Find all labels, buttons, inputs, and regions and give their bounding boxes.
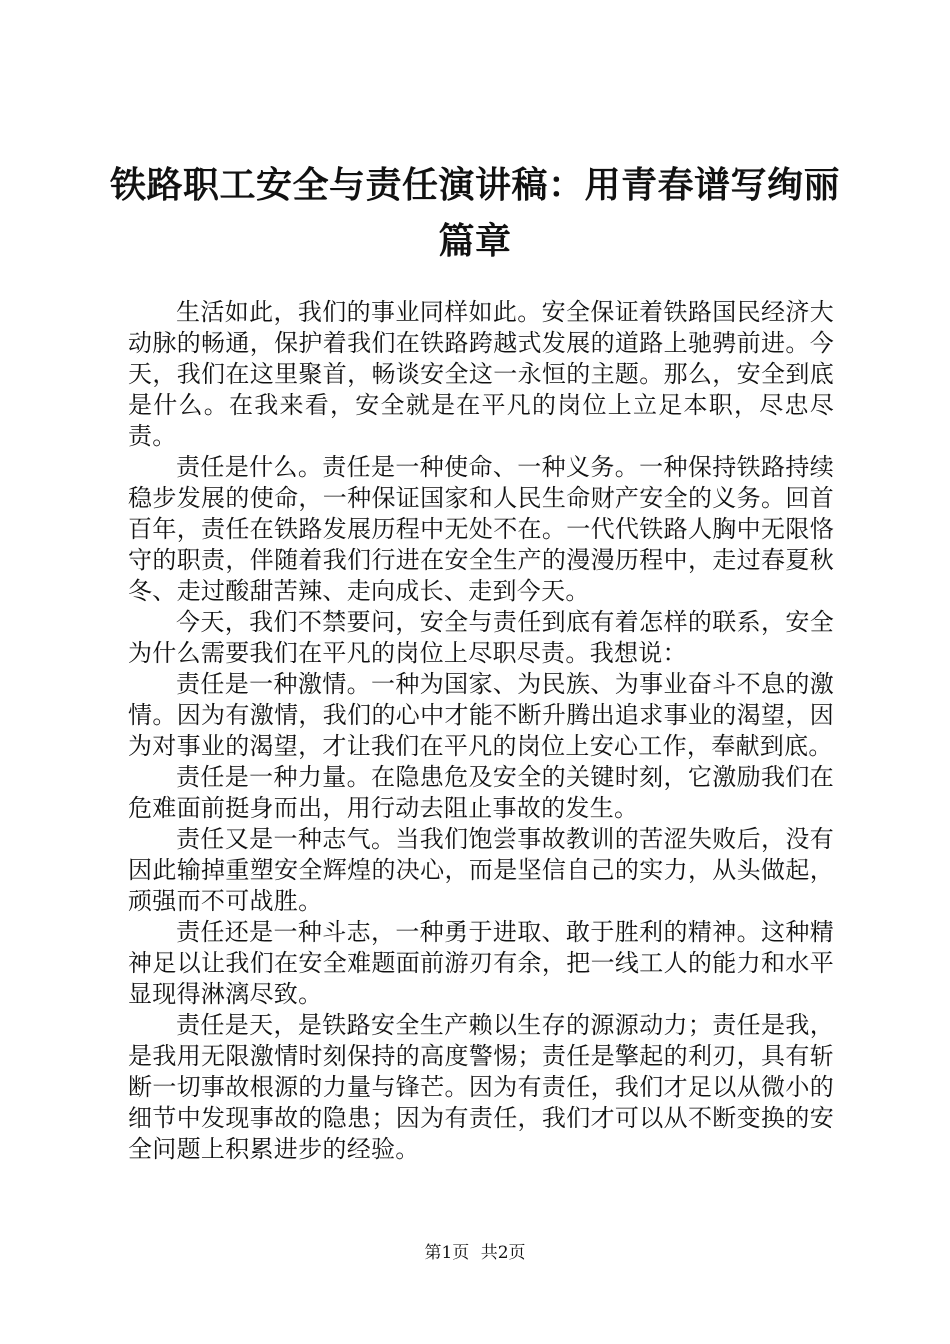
paragraph: 今天，我们不禁要问，安全与责任到底有着怎样的联系，安全为什么需要我们在平凡的岗位上尽职尽责。我想说：: [128, 608, 834, 667]
paragraph: 责任是什么。责任是一种使命、一种义务。一种保持铁路持续稳步发展的使命，一种保证国家和人民生命财产安全的义务。回首百年，责任在铁路发展历程中无处不在。一代代铁路人胸中无限恪守的职责，伴随着我们行进在安全生产的漫漫历程中，走过春夏秋冬、走过酸甜苦辣、走向成长、走到今天。: [128, 453, 834, 605]
paragraph: 责任是一种力量。在隐患危及安全的关键时刻，它激励我们在危难面前挺身而出，用行动去阻止事故的发生。: [128, 763, 834, 822]
paragraph: 责任还是一种斗志，一种勇于进取、敢于胜利的精神。这种精神足以让我们在安全难题面前游刃有余，把一线工人的能力和水平显现得淋漓尽致。: [128, 918, 834, 1008]
document-body: [128, 297, 834, 1165]
document-title: 铁路职工安全与责任演讲稿：用青春谱写绚丽篇章: [110, 165, 841, 262]
page-footer: [0, 1242, 950, 1264]
paragraph: 生活如此，我们的事业同样如此。安全保证着铁路国民经济大动脉的畅通，保护着我们在铁路跨越式发展的道路上驰骋前进。今天，我们在这里聚首，畅谈安全这一永恒的主题。那么，安全到底是什么。在我来看，安全就是在平凡的岗位上立足本职，尽忠尽责。: [128, 298, 834, 450]
page-total: 共2页: [480, 1243, 526, 1263]
page-number: 第1页: [424, 1243, 470, 1263]
paragraph: 责任又是一种志气。当我们饱尝事故教训的苦涩失败后，没有因此输掉重塑安全辉煌的决心，而是坚信自己的实力，从头做起，顽强而不可战胜。: [128, 825, 834, 915]
paragraph: 责任是天，是铁路安全生产赖以生存的源源动力；责任是我，是我用无限激情时刻保持的高度警惕；责任是擎起的利刃，具有斩断一切事故根源的力量与锋芒。因为有责任，我们才足以从微小的细节中发现事故的隐患；因为有责任，我们才可以从不断变换的安全问题上积累进步的经验。: [128, 1011, 834, 1163]
paragraph: 责任是一种激情。一种为国家、为民族、为事业奋斗不息的激情。因为有激情，我们的心中才能不断升腾出追求事业的渴望，因为对事业的渴望，才让我们在平凡的岗位上安心工作，奉献到底。: [128, 670, 834, 760]
